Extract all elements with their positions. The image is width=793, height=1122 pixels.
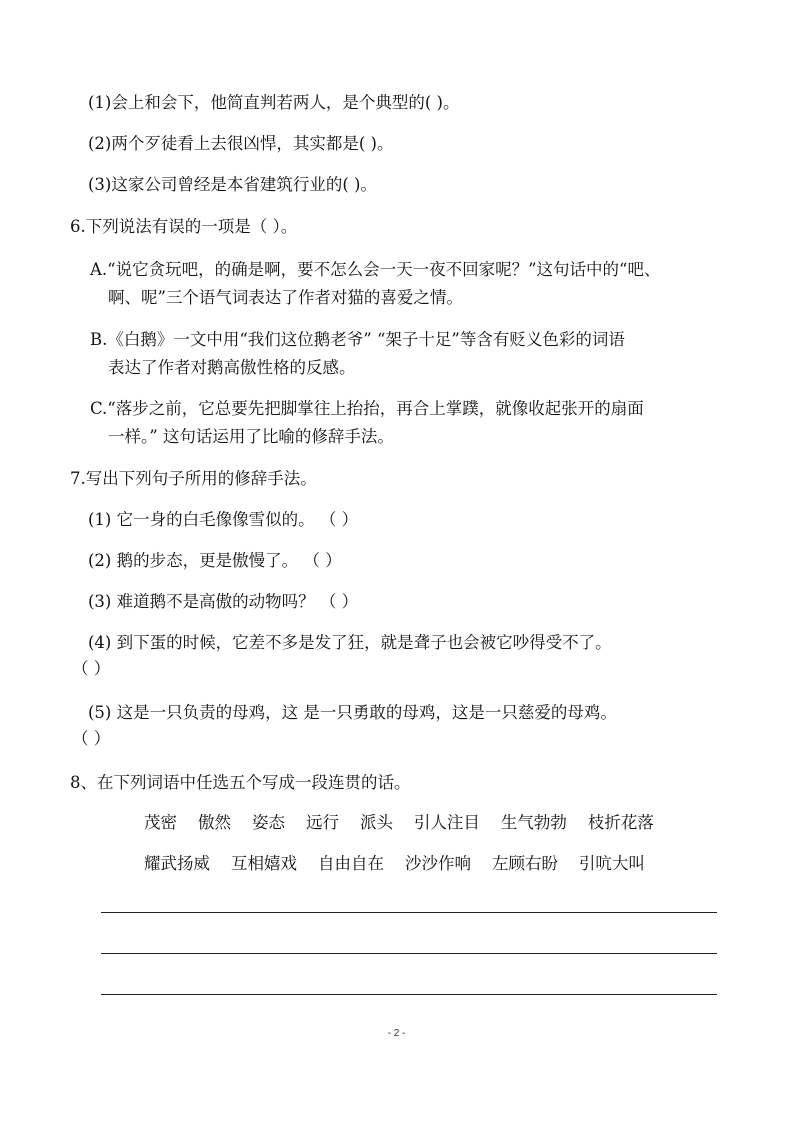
answer-line-2[interactable]: [101, 953, 717, 954]
word-item: 派头: [359, 813, 393, 832]
q7-title: 7.写出下列句子所用的修辞手法。: [70, 469, 317, 488]
word-item: 枝折花落: [587, 813, 654, 832]
word-item: 引人注目: [413, 813, 480, 832]
q8-word-row-1: [144, 812, 654, 834]
word-item: 自由自在: [317, 854, 384, 873]
word-item: 生气勃勃: [500, 813, 567, 832]
page-number: - 2 -: [387, 1028, 406, 1039]
q7-item-2: (2) 鹅的步态，更是傲慢了。 （ ）: [88, 551, 342, 570]
q5-item-1: (1)会上和会下，他简直判若两人，是个典型的( )。: [88, 93, 460, 112]
word-item: 耀武扬威: [144, 854, 210, 873]
word-item: 傲然: [197, 813, 231, 832]
answer-line-3[interactable]: [101, 994, 717, 995]
q7-item-3: (3) 难道鹅不是高傲的动物吗？ （ ）: [88, 592, 359, 611]
word-item: 互相嬉戏: [230, 854, 297, 873]
word-item: 姿态: [251, 813, 285, 832]
word-item: 沙沙作响: [404, 854, 471, 873]
q6-title: 6.下列说法有误的一项是（ ）。: [70, 217, 298, 236]
word-item: 左顾右盼: [491, 854, 558, 873]
q6-option-a-line1: A.“说它贪玩吧，的确是啊，要不怎么会一天一夜不回家呢？”这句话中的“吧、: [90, 260, 661, 279]
q6-option-b-line2: 表达了作者对鹅高傲性格的反感。: [108, 358, 356, 377]
q8-word-row-2: [144, 853, 645, 875]
q5-item-3: (3)这家公司曾经是本省建筑行业的( )。: [88, 175, 377, 194]
q6-option-c-line1: C.“落步之前，它总要先把脚掌往上抬抬，再合上掌蹼，就像收起张开的扇面: [90, 399, 644, 418]
q7-item-5: (5) 这是一只负责的母鸡，这 是一只勇敢的母鸡，这是一只慈爱的母鸡。: [88, 703, 617, 722]
word-item: 茂密: [144, 813, 177, 832]
answer-line-1[interactable]: [101, 912, 717, 913]
q6-option-c-line2: 一样。” 这句话运用了比喻的修辞手法。: [108, 427, 394, 446]
q5-item-2: (2)两个歹徒看上去很凶悍，其实都是( )。: [88, 134, 394, 153]
q6-option-a-line2: 啊、呢”三个语气词表达了作者对猫的喜爱之情。: [108, 288, 463, 307]
word-item: 引吭大叫: [578, 854, 645, 873]
q7-item-4: (4) 到下蛋的时候，它差不多是发了狂，就是聋子也会被它吵得受不了。: [88, 633, 612, 652]
q6-option-b-line1: B.《白鹅》一文中用“我们这位鹅老爷” “架子十足”等含有贬义色彩的词语: [90, 330, 625, 349]
q7-item-5-answer: （ ）: [72, 729, 111, 748]
q7-item-1: (1) 它一身的白毛像像雪似的。 （ ）: [88, 510, 359, 529]
word-item: 远行: [305, 813, 339, 832]
q8-title: 8、在下列词语中任选五个写成一段连贯的话。: [70, 773, 411, 792]
q7-item-4-answer: （ ）: [72, 659, 111, 678]
